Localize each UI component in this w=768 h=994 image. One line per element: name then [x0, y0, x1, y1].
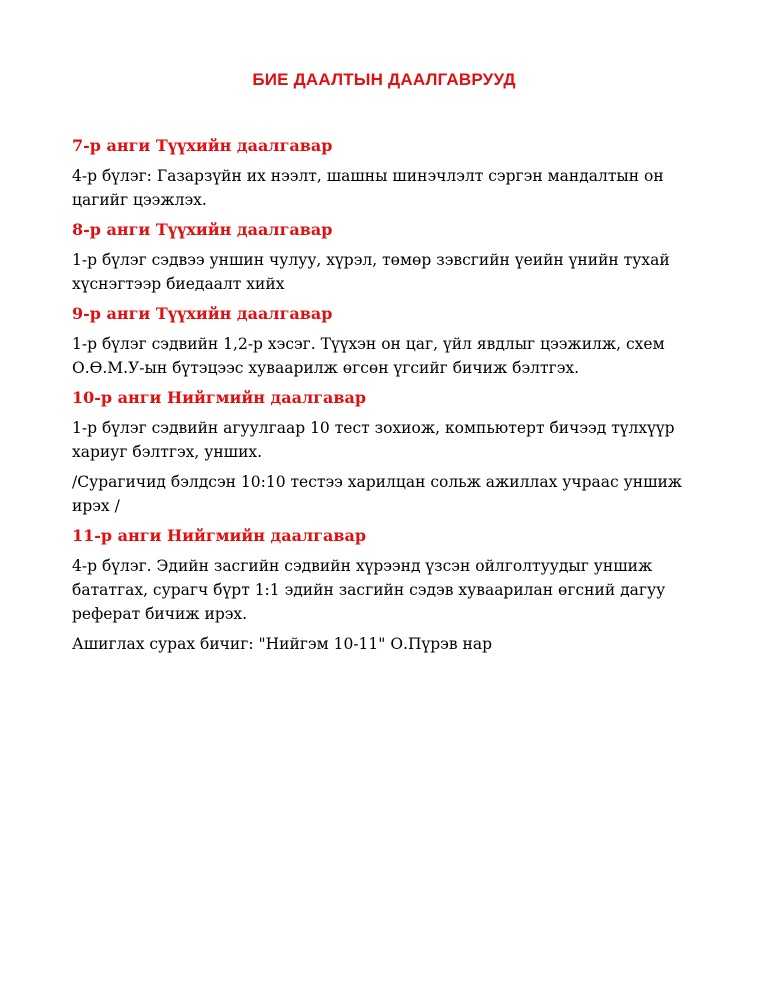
section-heading-grade-8: 8-р анги Түүхийн даалгавар [72, 220, 333, 239]
section-paragraph: 4-р бүлэг: Газарзүйн их нээлт, шашны шинэчлэлт сэргэн мандалтын он цагийг цээжлэх. [72, 167, 664, 209]
section-paragraph: 1-р бүлэг сэдвээ уншин чулуу, хүрэл, төмөр зэвсгийн үеийн үнийн тухай хүснэгтээр биедаалт хийх [72, 251, 670, 293]
textbook-reference: Ашиглах сурах бичиг: "Нийгэм 10-11" О.Пүрэв нар [72, 635, 492, 653]
section-paragraph: 4-р бүлэг. Эдийн засгийн сэдвийн хүрээнд үзсэн ойлголтуудыг уншиж бататгах, сурагч бүрт 1:1 эдийн засгийн сэдэв хуваарилан өгсний дагуу реферат бичиж ирэх. [72, 557, 666, 623]
section-paragraph: /Сурагичид бэлдсэн 10:10 тестээ харилцан сольж ажиллах учраас уншиж ирэх / [72, 473, 683, 515]
document-title: БИЕ ДААЛТЫН ДААЛГАВРУУД [252, 70, 516, 89]
section-heading-grade-11: 11-р анги Нийгмийн даалгавар [72, 526, 367, 545]
section-heading-grade-10: 10-р анги Нийгмийн даалгавар [72, 388, 367, 407]
section-paragraph: 1-р бүлэг сэдвийн 1,2-р хэсэг. Түүхэн он цаг, үйл явдлыг цээжилж, схем О.Ө.М.У-ын бүтэцээс хуваарилж өгсөн үгсийг бичиж бэлтгэх. [72, 335, 665, 377]
section-heading-grade-9: 9-р анги Түүхийн даалгавар [72, 304, 333, 323]
section-paragraph: 1-р бүлэг сэдвийн агуулгаар 10 тест зохиож, компьютерт бичээд түлхүүр хариуг бэлтгэх, унших. [72, 419, 675, 461]
section-heading-grade-7: 7-р анги Түүхийн даалгавар [72, 136, 333, 155]
document-body [72, 134, 712, 662]
